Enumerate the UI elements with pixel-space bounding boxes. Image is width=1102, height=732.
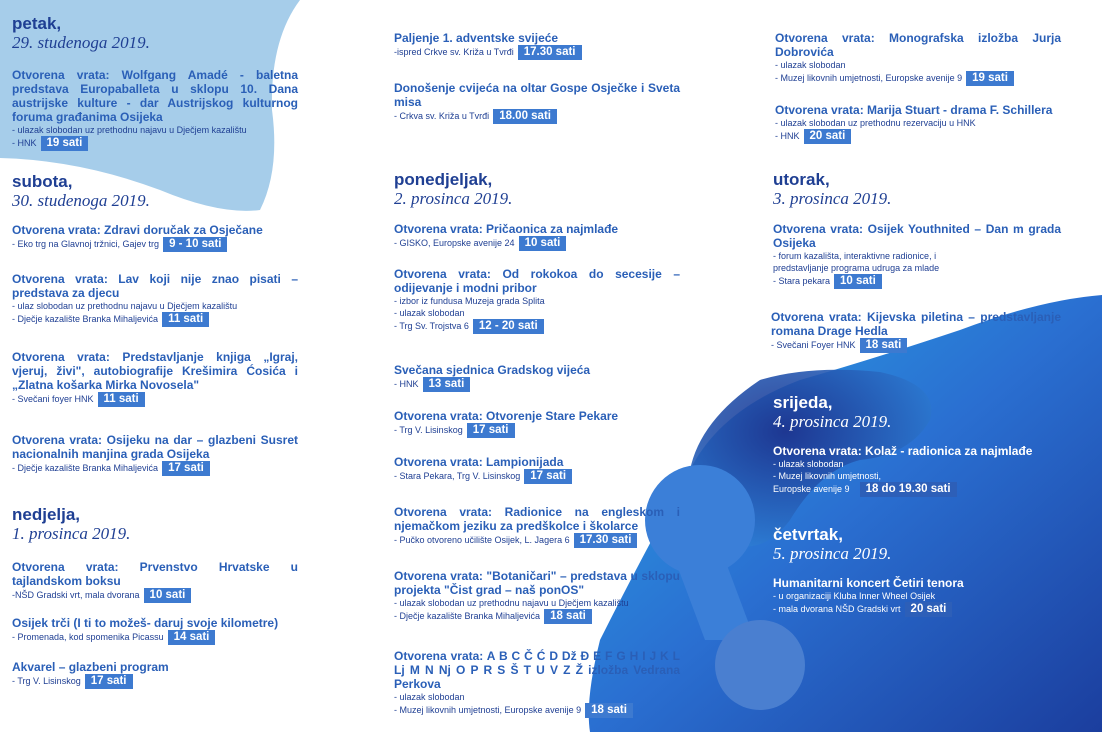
event <box>394 81 680 124</box>
time-badge: 10 sati <box>519 236 567 251</box>
event-venue-text: - HNK <box>12 137 37 148</box>
event-venue-text: - Trg Sv. Trojstva 6 <box>394 320 469 331</box>
day-date: 5. prosinca 2019. <box>773 544 892 563</box>
day-name: srijeda, <box>773 393 833 412</box>
event-detail: - ulazak slobodan uz prethodnu najavu u Dječjem kazalištu <box>12 125 247 135</box>
event-detail: - ulazak slobodan uz prethodnu najavu u Dječjem kazalištu <box>394 598 629 608</box>
event-title: Otvorena vrata: Otvorenje Stare Pekare <box>394 409 619 423</box>
time-badge: 18 sati <box>585 703 633 718</box>
time-badge: 17 sati <box>162 461 210 476</box>
event-venue <box>12 136 298 151</box>
event-venue-text: -ispred Crkve sv. Križa u Tvrđi <box>394 46 514 57</box>
event-detail: - ulaz slobodan uz prethodnu najavu u Dječjem kazalištu <box>12 301 238 311</box>
event <box>394 363 680 392</box>
event-title: Otvorena vrata: A B C Č Ć D Dž Đ E F G H I J K L Lj M N Nj O P R S Š T U V Z Ž izložba Vedrana Perkova <box>394 649 680 691</box>
event-venue-text: Europske avenije 9 <box>773 483 850 494</box>
time-badge: 17 sati <box>85 674 133 689</box>
event <box>773 576 1061 617</box>
event-detail: - ulazak slobodan <box>775 60 846 70</box>
event-venue <box>394 423 680 438</box>
event-title: Otvorena vrata: Radionice na engleskom i njemačkom jeziku za predškolce i školarce <box>394 505 680 533</box>
event-venue <box>394 609 680 624</box>
event-venue-text: - Svečani foyer HNK <box>12 393 94 404</box>
time-badge: 17.30 sati <box>518 45 582 60</box>
event-venue-text: - Trg V. Lisinskog <box>12 675 81 686</box>
event <box>12 433 298 476</box>
event-detail: - forum kazališta, interaktivne radionice, i <box>773 251 937 261</box>
time-badge: 17.30 sati <box>574 533 638 548</box>
event <box>394 31 680 60</box>
event-title: Otvorena vrata: "Botaničari" – predstava u sklopu projekta "Čist grad – naš ponOS" <box>394 569 680 597</box>
day-date: 29. studenoga 2019. <box>12 33 150 52</box>
event-venue <box>773 602 1061 617</box>
event <box>12 272 298 327</box>
event <box>394 455 680 484</box>
event-venue <box>773 482 1061 497</box>
event-title: Humanitarni koncert Četiri tenora <box>773 576 964 590</box>
event-venue <box>394 533 680 548</box>
day-date: 2. prosinca 2019. <box>394 189 513 208</box>
event <box>775 31 1061 86</box>
event-title: Paljenje 1. adventske svijeće <box>394 31 559 45</box>
event <box>394 649 680 718</box>
event-title: Otvorena vrata: Zdravi doručak za Osječane <box>12 223 263 237</box>
event-venue <box>394 45 680 60</box>
event <box>12 350 298 407</box>
time-badge: 17 sati <box>524 469 572 484</box>
event-venue <box>394 469 680 484</box>
event-venue-text: - Dječje kazalište Branka Mihaljevića <box>12 462 159 473</box>
time-badge: 17 sati <box>467 423 515 438</box>
event-detail: - Muzej likovnih umjetnosti, <box>773 471 882 481</box>
day-name: petak, <box>12 14 62 33</box>
event-title: Otvorena vrata: Predstavljanje knjiga „Igraj, vjeruj, živi", autobiografije Krešimira Ćosića i „Zlatna košarka Mirka Novosela" <box>12 350 298 392</box>
event-venue-text: -NŠD Gradski vrt, mala dvorana <box>12 589 140 600</box>
event-venue <box>12 630 298 645</box>
event-venue <box>394 703 680 718</box>
event-venue-text: - Svečani Foyer HNK <box>771 339 856 350</box>
event-venue <box>394 109 680 124</box>
time-badge: 19 sati <box>966 71 1014 86</box>
day-sunday <box>12 505 298 544</box>
event-venue-text: - Trg V. Lisinskog <box>394 424 463 435</box>
event-venue <box>394 319 680 334</box>
event-title: Otvorena vrata: Lav koji nije znao pisati – predstava za djecu <box>12 272 298 300</box>
event-venue <box>771 338 1061 353</box>
event-title: Svečana sjednica Gradskog vijeća <box>394 363 591 377</box>
event-detail: - ulazak slobodan <box>773 459 844 469</box>
day-name: ponedjeljak, <box>394 170 493 189</box>
event-detail: - ulazak slobodan <box>394 692 465 702</box>
day-date: 4. prosinca 2019. <box>773 412 892 431</box>
time-badge: 19 sati <box>41 136 89 151</box>
event-detail: - izbor iz fundusa Muzeja grada Splita <box>394 296 545 306</box>
event-detail: - u organizaciji Kluba Inner Wheel Osijek <box>773 591 936 601</box>
time-badge: 11 sati <box>98 392 145 407</box>
day-date: 3. prosinca 2019. <box>773 189 892 208</box>
event-venue <box>12 312 298 327</box>
event-venue-text: - Promenada, kod spomenika Picassu <box>12 631 164 642</box>
event-title: Otvorena vrata: Kolaž - radionica za najmlađe <box>773 444 1033 458</box>
time-badge: 13 sati <box>423 377 471 392</box>
event <box>12 660 298 689</box>
event-venue-text: - mala dvorana NŠD Gradski vrt <box>773 603 901 614</box>
event <box>12 560 298 603</box>
day-name: nedjelja, <box>12 505 81 524</box>
event-venue-text: - HNK <box>775 130 800 141</box>
time-badge: 20 sati <box>804 129 852 144</box>
time-badge: 10 sati <box>834 274 882 289</box>
event-venue-text: - Muzej likovnih umjetnosti, Europske avenije 9 <box>394 704 582 715</box>
event-venue-text: - Dječje kazalište Branka Mihaljevića <box>394 610 541 621</box>
event-venue <box>775 129 1061 144</box>
event-venue-text: - GISKO, Europske avenije 24 <box>394 237 515 248</box>
event <box>12 68 298 151</box>
time-badge: 18 sati <box>860 338 908 353</box>
event-title: Osijek trči (I ti to možeš- daruj svoje kilometre) <box>12 616 279 630</box>
event-venue-text: - Dječje kazalište Branka Mihaljevića <box>12 313 159 324</box>
event-venue <box>12 392 298 407</box>
event-venue-text: - Pučko otvoreno učilište Osijek, L. Jagera 6 <box>394 534 570 545</box>
day-friday <box>12 14 298 53</box>
event-venue <box>773 274 1061 289</box>
event-title: Otvorena vrata: Kijevska piletina – predstavljanje romana Drage Hedla <box>771 310 1061 338</box>
event <box>771 310 1061 353</box>
event-title: Otvorena vrata: Lampionijada <box>394 455 564 469</box>
day-name: četvrtak, <box>773 525 843 544</box>
day-tuesday <box>773 170 1061 209</box>
day-name: utorak, <box>773 170 830 189</box>
event-venue-text: - Muzej likovnih umjetnosti, Europske avenije 9 <box>775 72 963 83</box>
event-venue-text: - Stara pekara <box>773 275 831 286</box>
event-venue <box>394 236 680 251</box>
event <box>12 616 298 645</box>
blob-circle-lower <box>715 620 805 710</box>
time-badge: 18 sati <box>544 609 592 624</box>
event-venue <box>394 377 680 392</box>
event-venue-text: - Eko trg na Glavnoj tržnici, Gajev trg <box>12 238 160 249</box>
day-saturday <box>12 172 298 211</box>
day-date: 1. prosinca 2019. <box>12 524 131 543</box>
event <box>394 222 680 251</box>
event-title: Otvorena vrata: Prvenstvo Hrvatske u tajlandskom boksu <box>12 560 298 588</box>
time-badge: 14 sati <box>168 630 216 645</box>
event <box>12 223 298 252</box>
time-badge: 18 do 19.30 sati <box>860 482 957 497</box>
event <box>394 409 680 438</box>
time-badge: 10 sati <box>144 588 192 603</box>
event-title: Otvorena vrata: Monografska izložba Jurja Dobrovića <box>775 31 1061 59</box>
event-venue <box>12 588 298 603</box>
event-title: Otvorena vrata: Wolfgang Amadé - baletna predstava Europaballeta u sklopu 10. Dana austrijske kulture - dar Austrijskog kulturnog foruma građanima Osijeka <box>12 68 298 124</box>
event-venue <box>12 674 298 689</box>
time-badge: 9 - 10 sati <box>163 237 227 252</box>
event-title: Donošenje cvijeća na oltar Gospe Osječke i Sveta misa <box>394 81 680 109</box>
time-badge: 18.00 sati <box>493 109 557 124</box>
event-title: Otvorena vrata: Pričaonica za najmlađe <box>394 222 619 236</box>
event-detail: predstavljanje programa udruga za mlade <box>773 263 940 273</box>
event-title: Otvorena vrata: Od rokokoa do secesije – odijevanje i modni pribor <box>394 267 680 295</box>
event <box>394 267 680 334</box>
day-thursday <box>773 525 1061 564</box>
event <box>773 444 1061 497</box>
event <box>394 505 680 548</box>
day-date: 30. studenoga 2019. <box>12 191 150 210</box>
event-title: Otvorena vrata: Osijeku na dar – glazbeni Susret nacionalnih manjina grada Osijeka <box>12 433 298 461</box>
event-title: Otvorena vrata: Osijek Youthnited – Dan m grada Osijeka <box>773 222 1061 250</box>
time-badge: 12 - 20 sati <box>473 319 544 334</box>
event-venue <box>12 461 298 476</box>
event-venue <box>775 71 1061 86</box>
event-venue-text: - Stara Pekara, Trg V. Lisinskog <box>394 470 521 481</box>
time-badge: 11 sati <box>162 312 209 327</box>
event-title: Akvarel – glazbeni program <box>12 660 169 674</box>
event-venue <box>12 237 298 252</box>
event-venue-text: - Crkva sv. Križa u Tvrđi <box>394 110 490 121</box>
event-detail: - ulazak slobodan <box>394 308 465 318</box>
day-name: subota, <box>12 172 73 191</box>
day-monday <box>394 170 680 209</box>
event <box>394 569 680 624</box>
event <box>775 103 1061 144</box>
event <box>773 222 1061 289</box>
event-title: Otvorena vrata: Marija Stuart - drama F. Schillera <box>775 103 1053 117</box>
day-wednesday <box>773 393 1061 432</box>
time-badge: 20 sati <box>905 602 953 617</box>
event-detail: - ulazak slobodan uz prethodnu rezervaciju u HNK <box>775 118 976 128</box>
event-venue-text: - HNK <box>394 378 419 389</box>
